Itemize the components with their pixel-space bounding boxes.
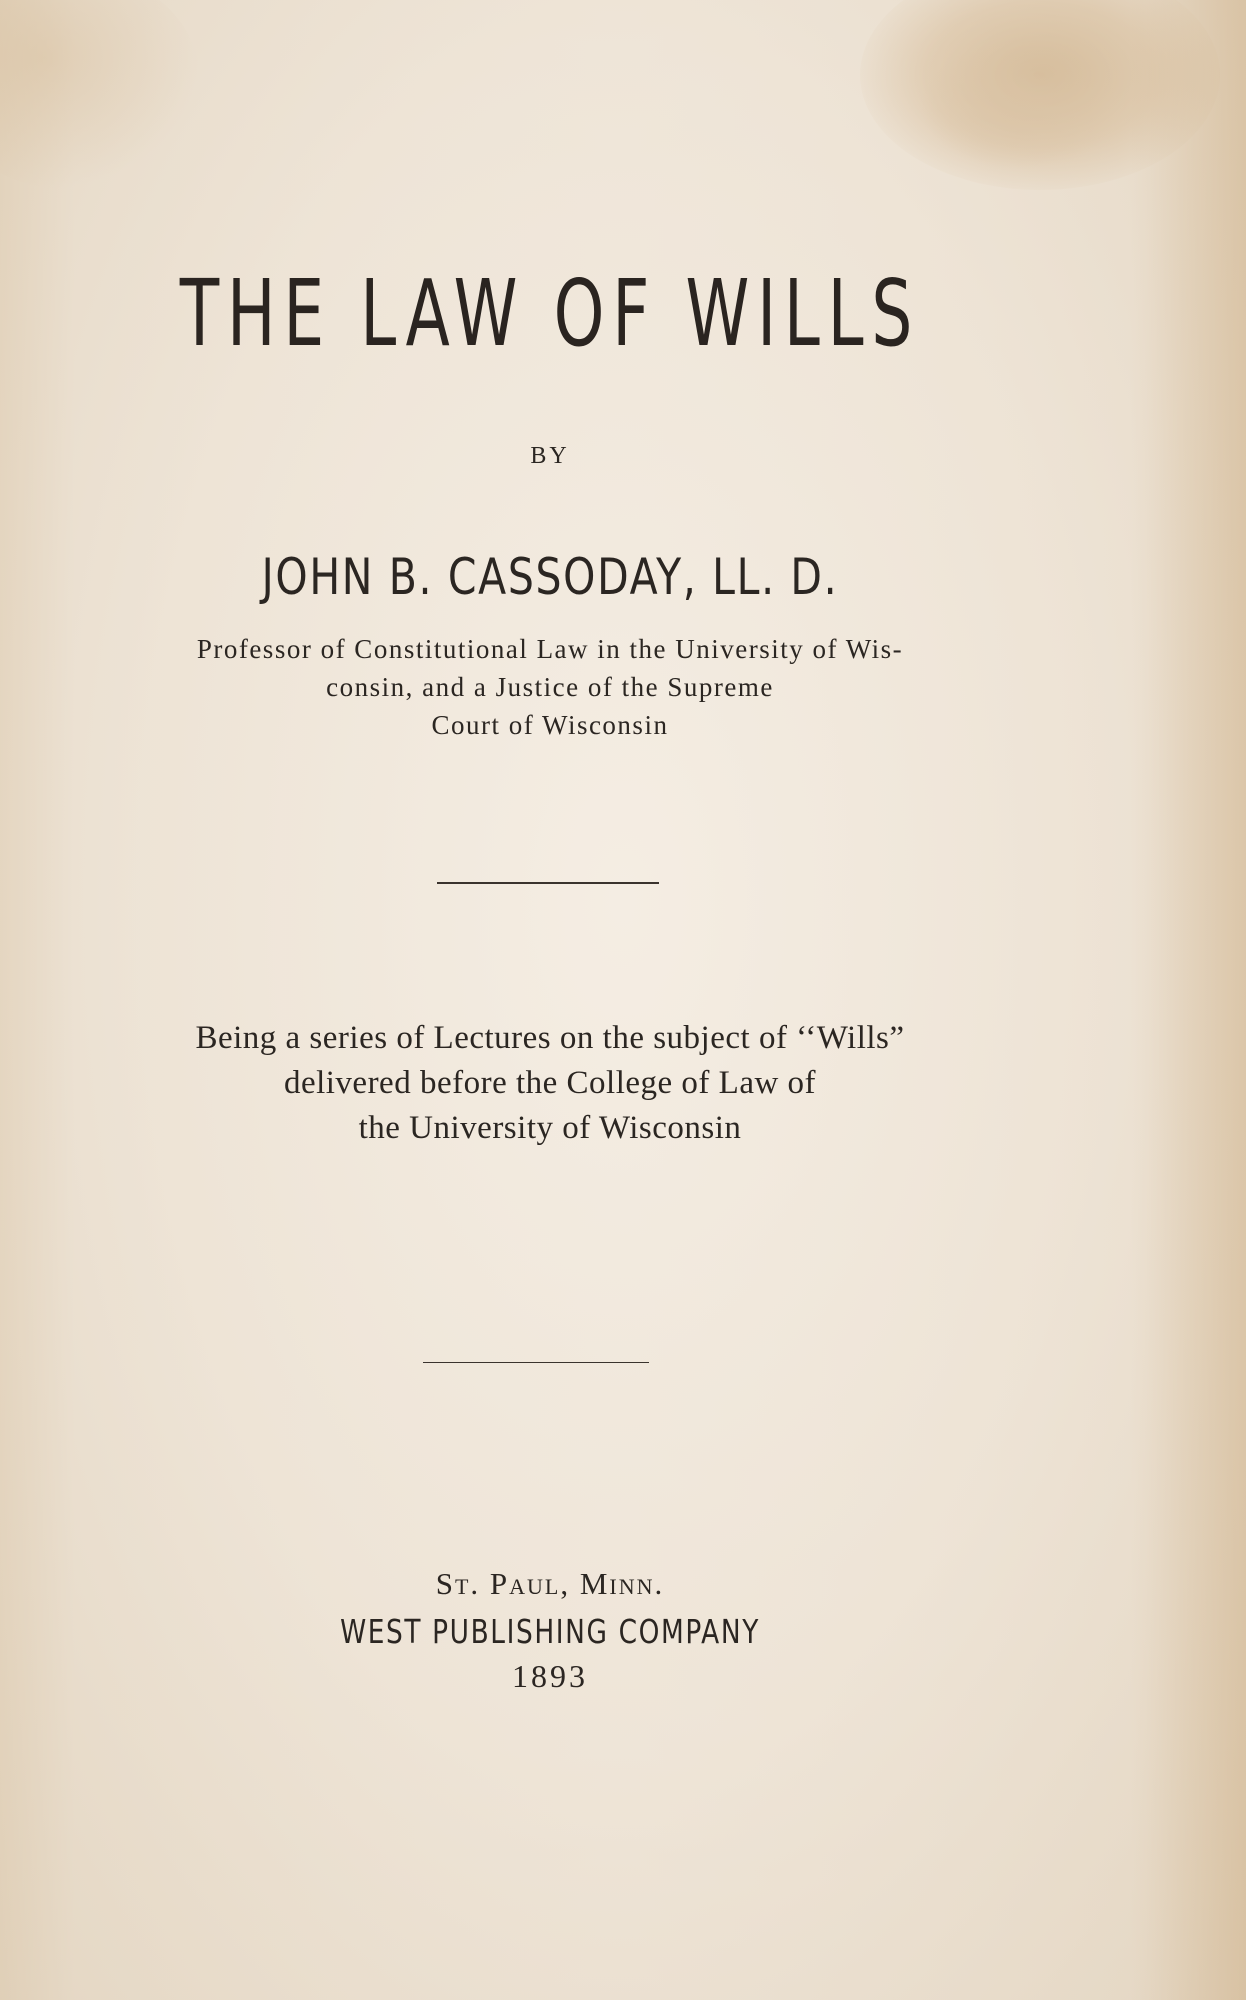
affiliation-line: consin, and a Justice of the Supreme xyxy=(326,672,774,702)
subtitle-line: Being a series of Lectures on the subject of ‘‘Wills” xyxy=(195,1020,905,1056)
water-stain xyxy=(860,0,1220,190)
foxing-corner xyxy=(0,0,200,190)
subtitle xyxy=(0,1016,1100,1151)
affiliation-line: Court of Wisconsin xyxy=(431,710,669,740)
author-name: JOHN B. CASSODAY, LL. D. xyxy=(261,548,839,606)
affiliation-line: Professor of Constitutional Law in the University of Wis- xyxy=(196,634,904,664)
imprint-year: 1893 xyxy=(512,1658,588,1694)
byline: BY xyxy=(530,443,570,469)
subtitle-line: delivered before the College of Law of xyxy=(283,1065,817,1101)
edge-toning xyxy=(1130,0,1246,2000)
author-affiliation xyxy=(0,630,1100,744)
book-title: THE LAW OF WILLS xyxy=(179,260,921,367)
divider-rule xyxy=(437,882,659,884)
water-stain-highlight xyxy=(920,40,1120,170)
imprint-city: St. Paul, Minn. xyxy=(435,1566,665,1601)
subtitle-line: the University of Wisconsin xyxy=(358,1110,742,1146)
imprint-publisher: WEST PUBLISHING COMPANY xyxy=(340,1612,760,1651)
divider-rule xyxy=(423,1362,649,1363)
